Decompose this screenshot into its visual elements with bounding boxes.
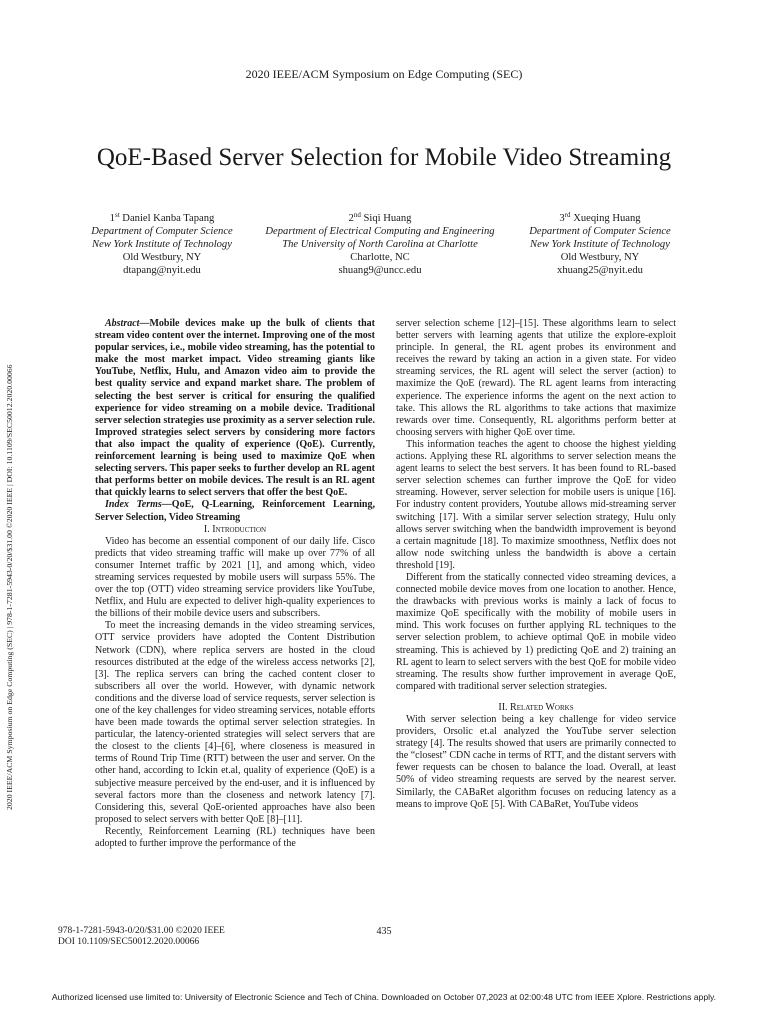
author-name: 1st Daniel Kanba Tapang [109, 211, 215, 224]
author-institution: New York Institute of Technology [92, 239, 232, 250]
footer-isbn: 978-1-7281-5943-0/20/$31.00 ©2020 IEEE [58, 926, 225, 936]
body-paragraph: With server selection being a key challenge for video service providers, Orsolic et.al analyzed the YouTube server selection strategy [4]. The results showed that users are primarily connected to the “closest” CDN cache in terms of RTT, and the distant servers with fewer requests can be chosen to balance the load. Overall, at least 50% of video streaming requests are served by the nearest server. Similarly, the CABaRet algorithm focuses on reducing latency as a means to improve QoE [5]. With CABaRet, YouTube videos [396, 714, 676, 810]
left-column [95, 318, 375, 850]
author-email: xhuang25@nyit.edu [557, 265, 643, 276]
right-column [396, 318, 676, 811]
body-paragraph: server selection scheme [12]–[15]. These algorithms learn to select better servers with learning agents that utilize the explore-exploit principle. In general, the RL agent probes its environment and receives the reward by taking an action in a given state. For video streaming services, the RL agent will select the server (action) to maximize the QoE (reward). The RL agent learns from interacting experience. The experience informs the agent on the next action to take. This allows the RL algorithms to take actions that maximize rewards over time. Consequently, RL algorithms perform better at choosing servers with higher QoE over time. [396, 318, 676, 438]
abstract-text: —Mobile devices make up the bulk of clients that stream video content over the internet. Improving one of the most popular services, i.e., mobile video streaming, has the potential to make the most market impact. Video streaming giants like YouTube, Netflix, Hulu, and Amazon video aim to provide the best quality service and expand market share. The problem of selecting the best server is critical for ensuring the qualified experience for video streaming on a mobile device. Traditional server selection strategies use proximity as a server selection rule. Improved strategies select servers by considering more factors that also impact the quality of experience (QoE). Currently, reinforcement learning is being used to maximize QoE when selecting servers. This paper seeks to further develop an RL agent that performs better on mobile devices. The result is an RL agent that quickly learns to select servers that offer the best QoE. [95, 318, 375, 499]
section-heading-related-works: II. Related Works [498, 701, 574, 713]
author-department: Department of Computer Science [91, 226, 233, 237]
body-paragraph: To meet the increasing demands in the video streaming services, OTT service providers have adopted the Content Distribution Network (CDN), where replica servers are hosted in the cloud resources distributed at the edge of the wireless access networks [2], [3]. The replica servers can bring the cached content closer to subscribers all over the world. However, with dynamic network conditions and the diverse load of service requests, server selection is one of the key challenges for video streaming services, notable efforts have been made towards the optimal server selection strategies. In particular, the latency-oriented strategies will select servers that are the closest to the clients [4]–[6], where closeness is measured in terms of Round Trip Time (RTT) between the user and server. On the other hand, according to Ickin et.al, quality of experience (QoE) is a subjective measure perceived by the end-user, and it is influenced by several factors more than the closeness and network latency [7]. Considering this, several QoE-oriented approaches have also been proposed to select servers with better QoE [8]–[11]. [95, 620, 375, 825]
license-notice: Authorized licensed use limited to: University of Electronic Science and Tech of China. Downloaded on October 07,2023 at 02:00:48 UTC from IEEE Xplore. Restrictions apply. [51, 992, 717, 1002]
author-location: Old Westbury, NY [560, 252, 640, 263]
body-paragraph: This information teaches the agent to choose the highest yielding actions. Applying these RL algorithms to server selection means the agent learns to select the best servers. It has been found to RL-based server selection schemes can further improve the QoE for video streaming. However, server selection for mobile users is unique [16]. For industry content providers, Youtube allows mid-streaming server switching [17]. With a similar server selection strategy, Hulu only allows server switching when the bandwidth improvement is beyond a certain magnitude [18]. To maximize smoothness, Netflix does not allow node switching unless the bandwidth is above a certain threshold [19]. [396, 438, 676, 571]
body-paragraph: Video has become an essential component of our daily life. Cisco predicts that video streaming traffic will make up over 77% of all consumer Internet traffic by 2021 [1], and among which, video streaming services requested by mobile users will surpass 55%. The over the top (OTT) video streaming service providers like YouTube, Netflix, and Hulu are expected to deliver high-quality experiences to the billions of their mobile device users and subscribers. [95, 535, 375, 620]
author-email: shuang9@uncc.edu [338, 265, 422, 276]
page-number: 435 [376, 926, 392, 937]
author-name: 2nd Siqi Huang [348, 211, 412, 224]
author-institution: The University of North Carolina at Charlotte [282, 239, 478, 250]
author-block-3 [472, 212, 728, 277]
author-institution: New York Institute of Technology [530, 239, 670, 250]
paper-title: QoE-Based Server Selection for Mobile Video Streaming [96, 144, 672, 171]
author-location: Charlotte, NC [350, 252, 410, 263]
index-terms [95, 499, 375, 523]
footer-doi: DOI 10.1109/SEC50012.2020.00066 [58, 937, 200, 947]
index-terms-label: Index Terms [105, 499, 162, 511]
author-location: Old Westbury, NY [122, 252, 202, 263]
author-block-2 [252, 212, 508, 277]
body-paragraph: Different from the statically connected video streaming devices, a connected mobile device moves from one location to another. Hence, the drawbacks with previous works is mainly a lack of focus to maximize QoE specifically with the mobility of mobile users in mind. This work focuses on further applying RL techniques to the server selection problem, to achieve optimal QoE in mobile video streaming. This is achieved by 1) predicting QoE and 2) training an RL agent to learn to select servers with the best QoE for mobile video streaming. The results show further improvement in average QoE, compared with traditional server selection strategies. [396, 571, 676, 692]
author-name: 3rd Xueqing Huang [559, 211, 641, 224]
side-margin-note: 2020 IEEE/ACM Symposium on Edge Computing (SEC) | 978-1-7281-5943-0/20/$31.00 ©2020 IEEE | DOI: 10.1109/SEC50012.2020.00066 [5, 364, 14, 810]
section-heading-introduction: I. Introduction [203, 523, 267, 535]
index-terms-text: —QoE, Q-Learning, Reinforcement Learning, Server Selection, Video Streaming [95, 499, 375, 523]
conference-header: 2020 IEEE/ACM Symposium on Edge Computing (SEC) [245, 67, 523, 81]
author-department: Department of Electrical Computing and Engineering [265, 226, 495, 237]
author-department: Department of Computer Science [529, 226, 671, 237]
abstract [95, 318, 375, 499]
body-paragraph: Recently, Reinforcement Learning (RL) techniques have been adopted to further improve the performance of the [95, 825, 375, 850]
author-email: dtapang@nyit.edu [123, 265, 201, 276]
abstract-label: Abstract [105, 318, 140, 329]
